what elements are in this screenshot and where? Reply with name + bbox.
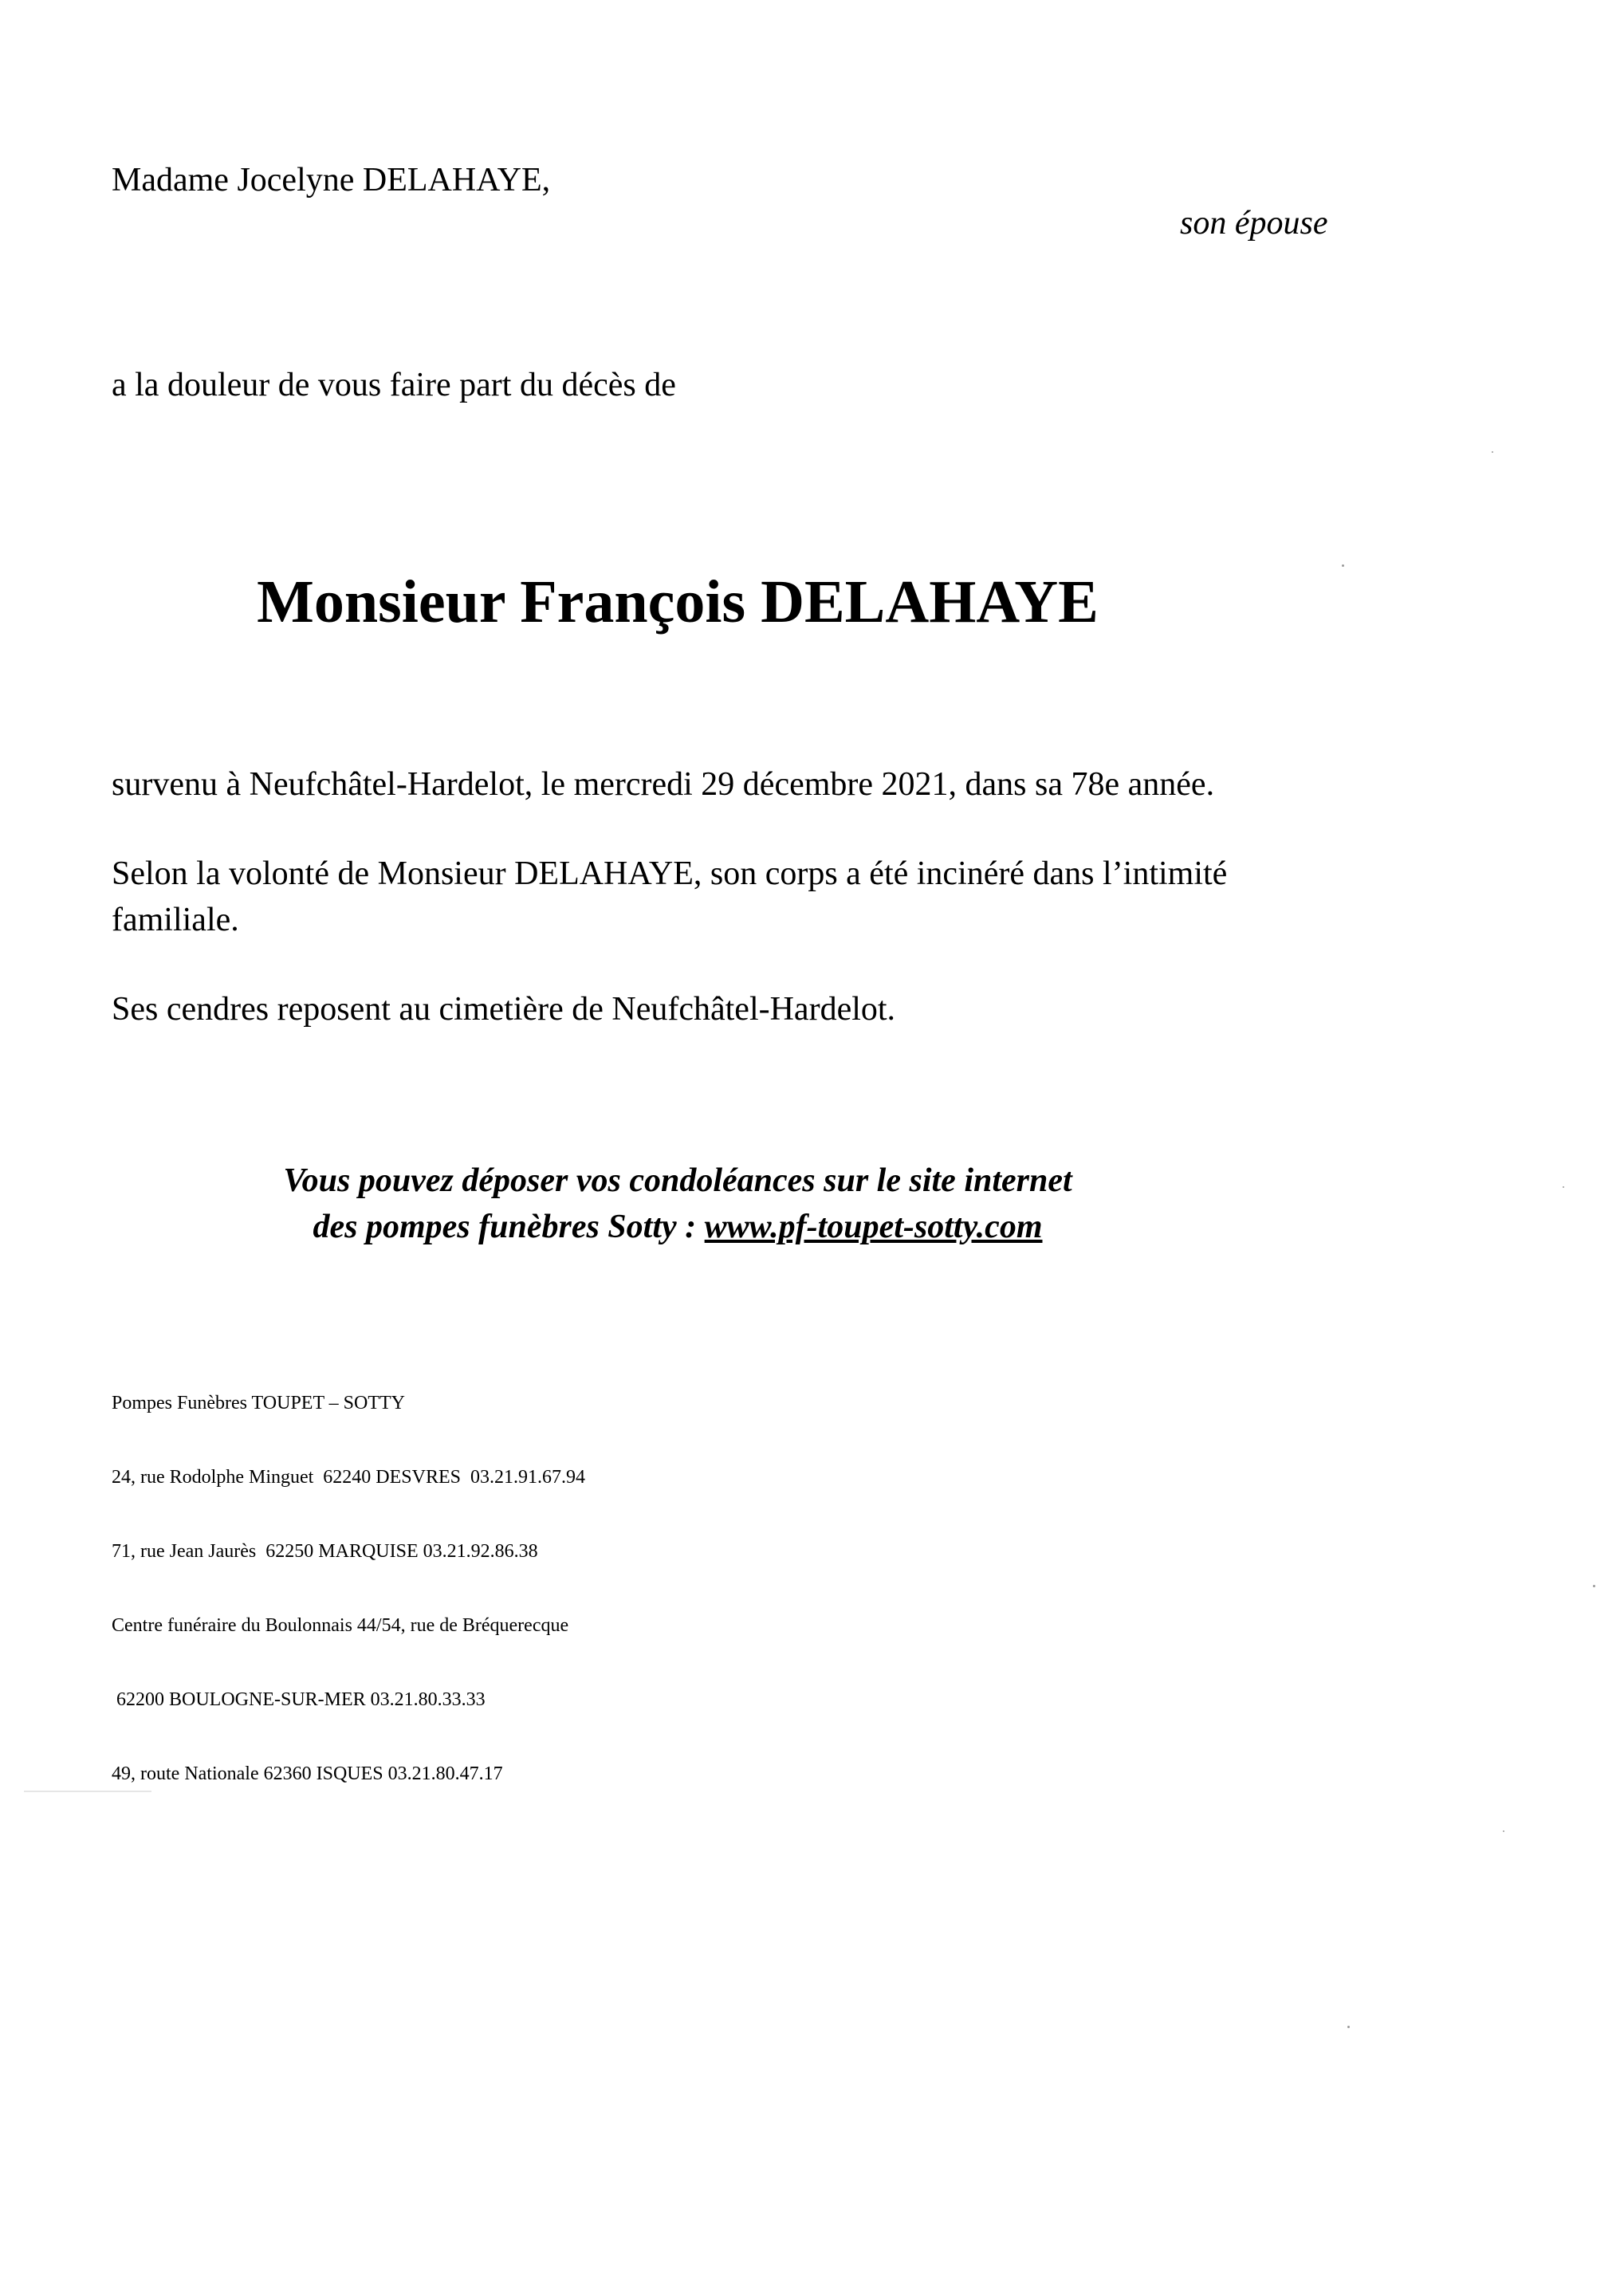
- footer-address-boulonnais: Centre funéraire du Boulonnais 44/54, rue de Bréquerecque: [112, 1615, 569, 1636]
- scan-line: [24, 1791, 151, 1792]
- sender-name: Madame Jocelyne DELAHAYE,: [112, 162, 551, 199]
- footer-address-isques: 49, route Nationale 62360 ISQUES 03.21.80.47.17: [112, 1763, 503, 1784]
- condolences-prefix: des pompes funèbres Sotty :: [313, 1209, 705, 1245]
- relation-label: son épouse: [1180, 205, 1328, 242]
- footer-address-desvres: 24, rue Rodolphe Minguet 62240 DESVRES 03.21.91.67.94: [112, 1467, 585, 1488]
- condolences-line-1: Vous pouvez déposer vos condoléances sur le site internet: [283, 1162, 1072, 1199]
- announcement-details: [112, 761, 1307, 1075]
- condolences-notice: [0, 1158, 1355, 1250]
- scan-speck: [1347, 2026, 1350, 2028]
- scan-speck: [1342, 564, 1344, 567]
- footer-address-boulogne: 62200 BOULOGNE-SUR-MER 03.21.80.33.33: [112, 1689, 486, 1710]
- footer-address-marquise: 71, rue Jean Jaurès 62250 MARQUISE 03.21.92.86.38: [112, 1541, 538, 1562]
- condolences-website-link[interactable]: www.pf-toupet-sotty.com: [704, 1209, 1043, 1245]
- ashes-location: Ses cendres reposent au cimetière de Neufchâtel-Hardelot.: [112, 991, 896, 1028]
- cremation-note: Selon la volonté de Monsieur DELAHAYE, son corps a été incinéré dans l’intimité familiale.: [112, 855, 1228, 938]
- scan-speck: [1503, 1830, 1504, 1832]
- condolences-line-2: [0, 1204, 1355, 1250]
- scan-speck: [1563, 1186, 1564, 1188]
- footer-company-name: Pompes Funèbres TOUPET – SOTTY: [112, 1393, 406, 1413]
- intro-text: a la douleur de vous faire part du décès de: [112, 367, 676, 403]
- death-circumstances: survenu à Neufchâtel-Hardelot, le mercredi 29 décembre 2021, dans sa 78e année.: [112, 766, 1215, 803]
- funeral-home-footer: [112, 1342, 585, 1836]
- deceased-name: Monsieur François DELAHAYE: [257, 568, 1099, 635]
- scan-speck: [1492, 451, 1493, 453]
- scan-speck: [1593, 1585, 1595, 1587]
